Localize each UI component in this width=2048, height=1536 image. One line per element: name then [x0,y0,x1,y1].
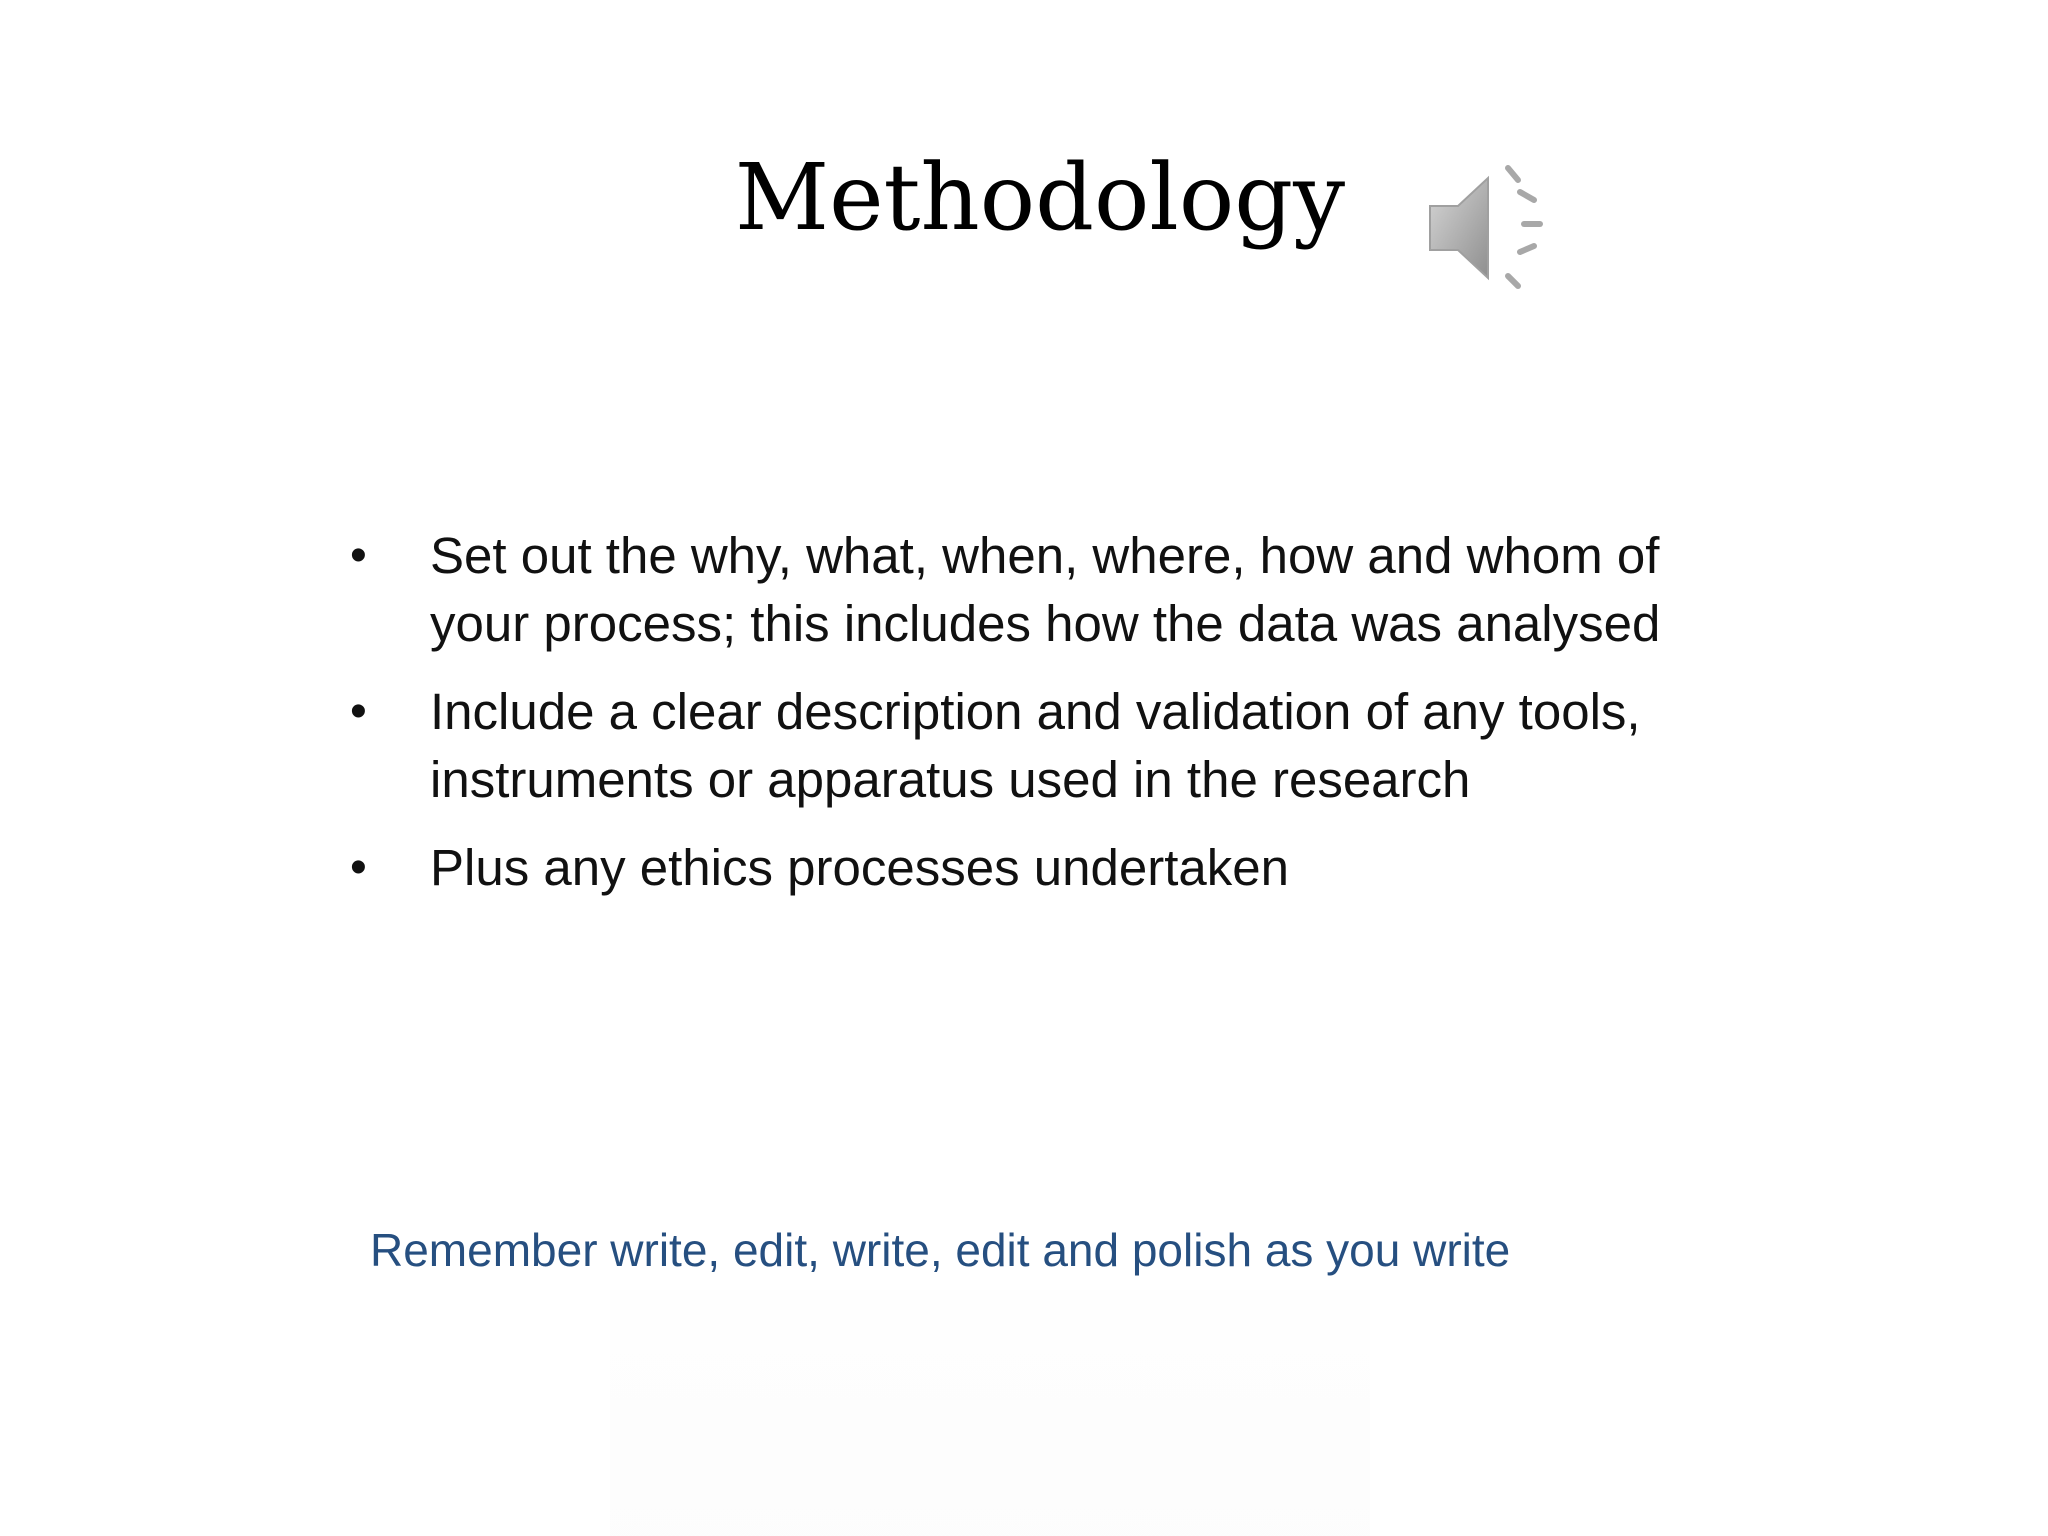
bullet-item [330,834,1730,902]
bullet-text: Plus any ethics processes undertaken [430,839,1289,896]
bullet-marker: • [350,529,367,582]
bullet-item [330,678,1730,814]
background-fade [610,1290,1370,1536]
bullet-list [330,522,1730,922]
bullet-text: Include a clear description and validation of any tools, instruments or apparatus used in the research [430,683,1641,808]
bullet-text: Set out the why, what, when, where, how and whom of your process; this includes how the data was analysed [430,527,1661,652]
bullet-item [330,522,1730,658]
bullet-marker: • [350,685,367,738]
speaker-volume-icon[interactable] [1422,158,1562,298]
bullet-marker: • [350,841,367,894]
footnote-text: Remember write, edit, write, edit and polish as you write [370,1224,1511,1276]
slide-title: Methodology [734,144,1346,251]
